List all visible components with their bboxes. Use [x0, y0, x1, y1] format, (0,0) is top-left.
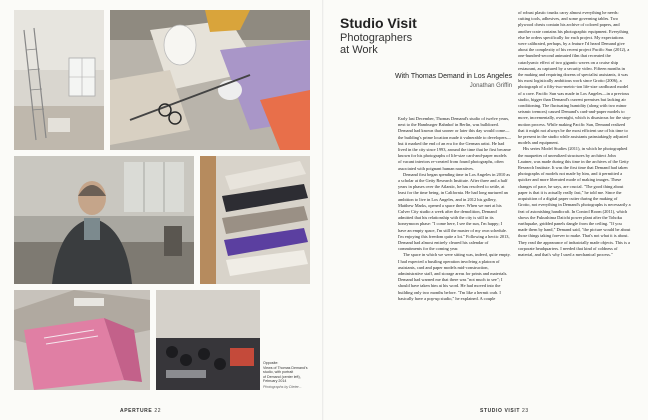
caption-line: February 2014: [263, 379, 287, 384]
section-subtitle-line: Photographers: [340, 32, 413, 44]
photo-supply-crate: [156, 290, 260, 390]
caption-line: of Demand (center left),: [263, 374, 301, 379]
body-paragraph: Demand first began spending time in Los Angeles in 2010 as a scholar at the Getty Research Institute. After three and a half years in phases over the Atlantic, he has resolved to settle, at least for the time being, in California. He had long nurtured an ambition to live in Los Angeles, and in 2012 his gallery, Matthew Marks, opened a space there. When we met at his Culver City studio a week after the demolition, Demand admitted that his relationship with the city is still in its honeymoon phase: "I come here, I see the sun, I'm happy; I have an empty space, I'm still the master of my own schedule. I'm enjoying this freedom quite a lot." Following a hectic 2013, Demand had almost entirely cleared his calendar of commitments for the coming year.: [398, 171, 511, 252]
body-column-2: [518, 10, 631, 408]
photo-studio-ladder: [14, 10, 104, 150]
body-column-1: [398, 116, 511, 408]
folio-number: 23: [521, 408, 529, 414]
photo-pink-box: [14, 290, 150, 390]
folio-number: 22: [154, 408, 162, 414]
photo-caption: [263, 361, 317, 390]
body-paragraph: of robust plastic trunks carry almost everything he needs: cutting tools, adhesives, and some governing tables. Two plywood chests contain his archive of colored papers, and another crate contains his photographic equipment. Everything else he orders specifically for each project. My expectations were calibrated, perhaps, by a feature I'd heard Demand give about the complexity of his recent project Pacific Sun (2012), a one-hundred-second animated film that recreated the cataclysmic effect of two gigantic waves on a cruise ship restaurant, as captured by a security video. Fifteen months in the making and requiring dozens of specialist assistants, it was his most logistically ambitious work since Grotto (2006), a photograph of a fifty-two-metric-ton life-size cardboard model of a cave. Pacific Sun was made in Los Angeles—in a previous studio, bigger than Demand's current premises but lacking air conditioning. The fluctuating humidity (along with two minor seismic tremors) caused Demand's card-and-paper models to move, incrementally, overnight, which is disastrous for the stop-motion process. While making Pacific Sun, Demand realized that it might not always be the most efficient use of his time to be present in the studio while assistants painstakingly adjusted models and equipment.: [518, 10, 631, 146]
right-folio: [480, 408, 529, 414]
photo-paper-rolls: [200, 156, 310, 284]
caption-line: Views of Thomas Demand's: [263, 365, 308, 370]
folio-label: APERTURE: [120, 408, 153, 414]
section-subtitle-line: at Work: [340, 44, 378, 56]
photo-credit: Photographs by Dieter...: [263, 384, 302, 389]
caption-line: studio, with portrait: [263, 370, 294, 375]
body-paragraph: The space in which we were sitting was, indeed, quite empty. I had expected a bustling operation involving a platoon of assistants, card and paper models mid-construction, administrative staff, and storage areas for prints and materials. Demand had warned me that there was "not much to see"; I should have taken him at his word. He had moved into the building only two months before. "I'm like a hermit crab. I basically have a pop-up studio," he explained. A couple: [398, 252, 511, 301]
folio-label: STUDIO VISIT: [480, 408, 520, 414]
body-paragraph: His series Model Studies (2011), in which he photographed the maquettes of unrealized structures by architect John Lautner, was made during this time in the archives of the Getty Research Institute. It was the first time that Demand had taken photographs of models not made by him, and it permitted a quicker and more liberated mode of making images. These changes of pace, he says, are crucial. "The good thing about paper is that it is actually really fast," he told me. Since the acquisition of a digital paper cutter during the making of Grotto, not everything in Demand's photographs is necessarily a feat of astonishing handicraft. In Control Room (2011), which shows the Fukushima Daiichi power plant after the Tohoku earthquake, gridded panels dangle from the ceiling. "If you made them by hand," Demand said, "the picture would be about those things taking forever to make. That's not what it is about. They read the appearance of industrially made objects. This is a corporate headquarters. I needed that kind of coldness of material, and that's why I used a mechanical process.": [518, 146, 631, 257]
left-folio: [120, 408, 161, 414]
section-subtitle: [340, 32, 412, 56]
article-title: With Thomas Demand in Los Angeles: [395, 73, 512, 80]
photo-demand-portrait: [14, 156, 194, 284]
article-author: Jonathan Griffin: [469, 83, 512, 89]
body-paragraph: Early last December, Thomas Demand's studio of twelve years, next to the Hamburger Bahnhof in Berlin, was bulldozed. Demand had known that sooner or later this day would come—the building's prime location made it vulnerable to developers—but it marked the end of an era for the German artist. He had lived in the city since 1993, around the time that he first became known for his photographs of life-size card-and-paper models of vacant interiors re-created from found photographs, often associated with poignant human narratives.: [398, 116, 511, 171]
section-title: Studio Visit: [340, 15, 417, 31]
photo-work-table: [110, 10, 310, 150]
caption-line: Opposite:: [263, 361, 279, 365]
